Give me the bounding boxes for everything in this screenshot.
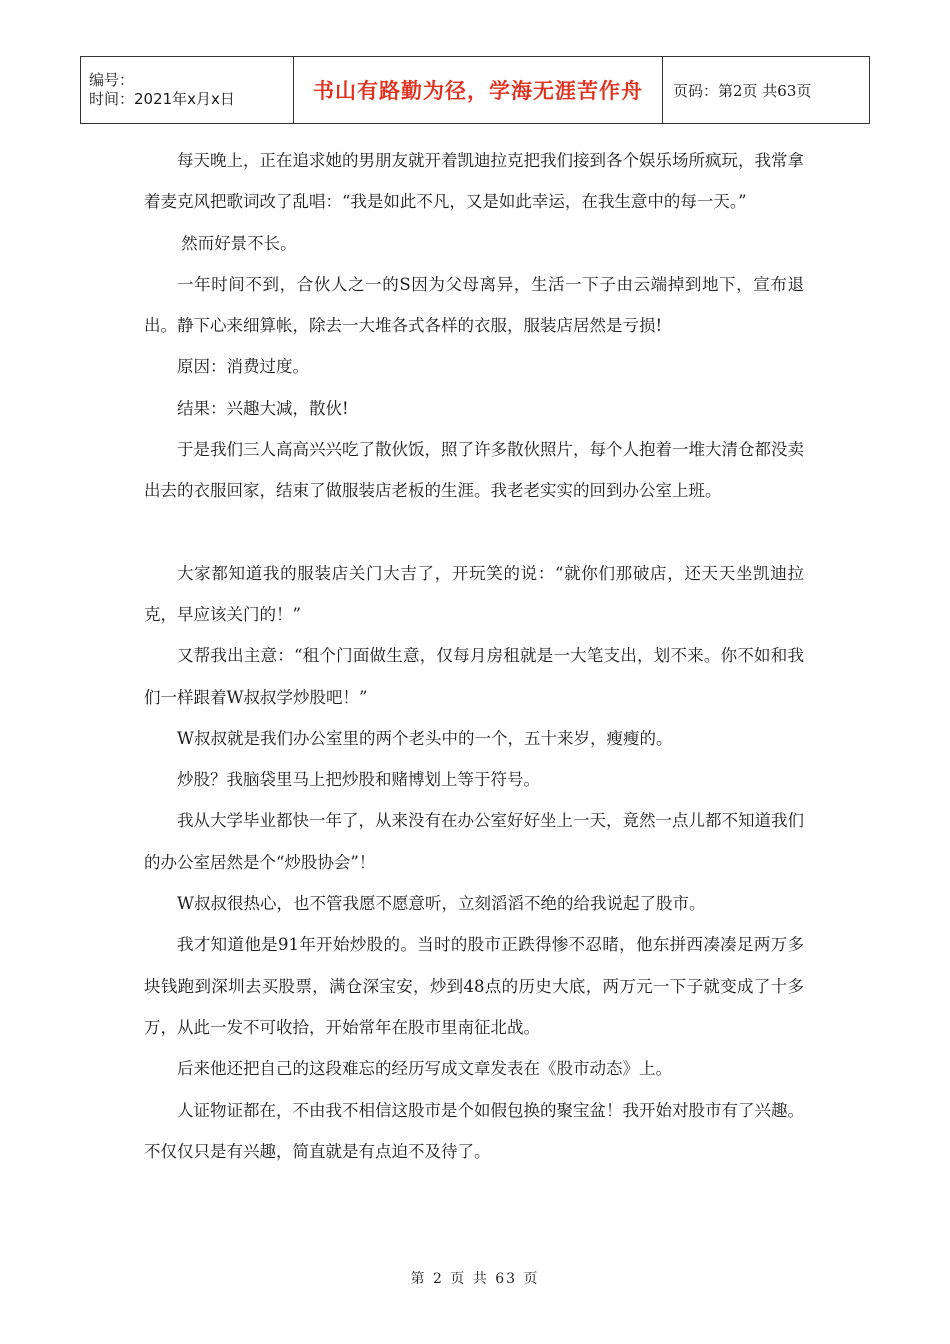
page-footer: 第 2 页 共 63 页 <box>410 1271 540 1287</box>
paragraph: 结果：兴趣大减，散伙! <box>177 398 349 418</box>
document-time-label: 时间：2021年x月x日 <box>89 90 235 108</box>
paragraph: W叔叔就是我们办公室里的两个老头中的一个，五十来岁，瘦瘦的。 <box>177 728 673 748</box>
paragraph: 大家都知道我的服装店关门大吉了，开玩笑的说：“就你们那破店，还天天坐凯迪拉克，早应该关门的！” <box>144 563 804 624</box>
paragraph: 人证物证都在，不由我不相信这股市是个如假包换的聚宝盆！我开始对股市有了兴趣。不仅仅只是有兴趣，简直就是有点迫不及待了。 <box>144 1100 804 1161</box>
paragraph: 原因：消费过度。 <box>177 357 309 377</box>
header-meta-cell <box>81 57 294 124</box>
document-body <box>144 140 804 1172</box>
header-motto: 书山有路勤为径，学海无涯苦作舟 <box>294 57 663 124</box>
paragraph: 然而好景不长。 <box>181 233 297 253</box>
paragraph: 一年时间不到，合伙人之一的S因为父母离异，生活一下子由云端掉到地下，宣布退出。静下心来细算帐，除去一大堆各式各样的衣服，服装店居然是亏损! <box>144 274 804 336</box>
header-page-info: 页码：第2页 共63页 <box>663 57 870 124</box>
document-header <box>80 56 870 124</box>
paragraph: 我从大学毕业都快一年了，从来没有在办公室好好坐上一天，竟然一点儿都不知道我们的办公室居然是个“炒股协会”！ <box>144 811 804 872</box>
paragraph: 于是我们三人高高兴兴吃了散伙饭，照了许多散伙照片，每个人抱着一堆大清仓都没卖出去的衣服回家，结束了做服装店老板的生涯。我老老实实的回到办公室上班。 <box>144 440 804 501</box>
paragraph: 每天晚上，正在追求她的男朋友就开着凯迪拉克把我们接到各个娱乐场所疯玩，我常拿着麦克风把歌词改了乱唱：“我是如此不凡，又是如此幸运，在我生意中的每一天。” <box>144 151 804 212</box>
paragraph: W叔叔很热心，也不管我愿不愿意听，立刻滔滔不绝的给我说起了股市。 <box>177 894 706 914</box>
paragraph: 炒股？我脑袋里马上把炒股和赌博划上等于符号。 <box>177 770 540 790</box>
document-number-label: 编号： <box>89 71 135 89</box>
paragraph: 后来他还把自己的这段难忘的经历写成文章发表在《股市动态》上。 <box>177 1059 672 1079</box>
paragraph: 我才知道他是91年开始炒股的。当时的股市正跌得惨不忍睹，他东拼西凑凑足两万多块钱跑到深圳去买股票，满仓深宝安，炒到48点的历史大底，两万元一下子就变成了十多万，从此一发不可收拾，开始常年在股市里南征北战。 <box>144 935 804 1037</box>
paragraph: 又帮我出主意：“租个门面做生意，仅每月房租就是一大笔支出，划不来。你不如和我们一样跟着W叔叔学炒股吧！” <box>144 646 804 707</box>
